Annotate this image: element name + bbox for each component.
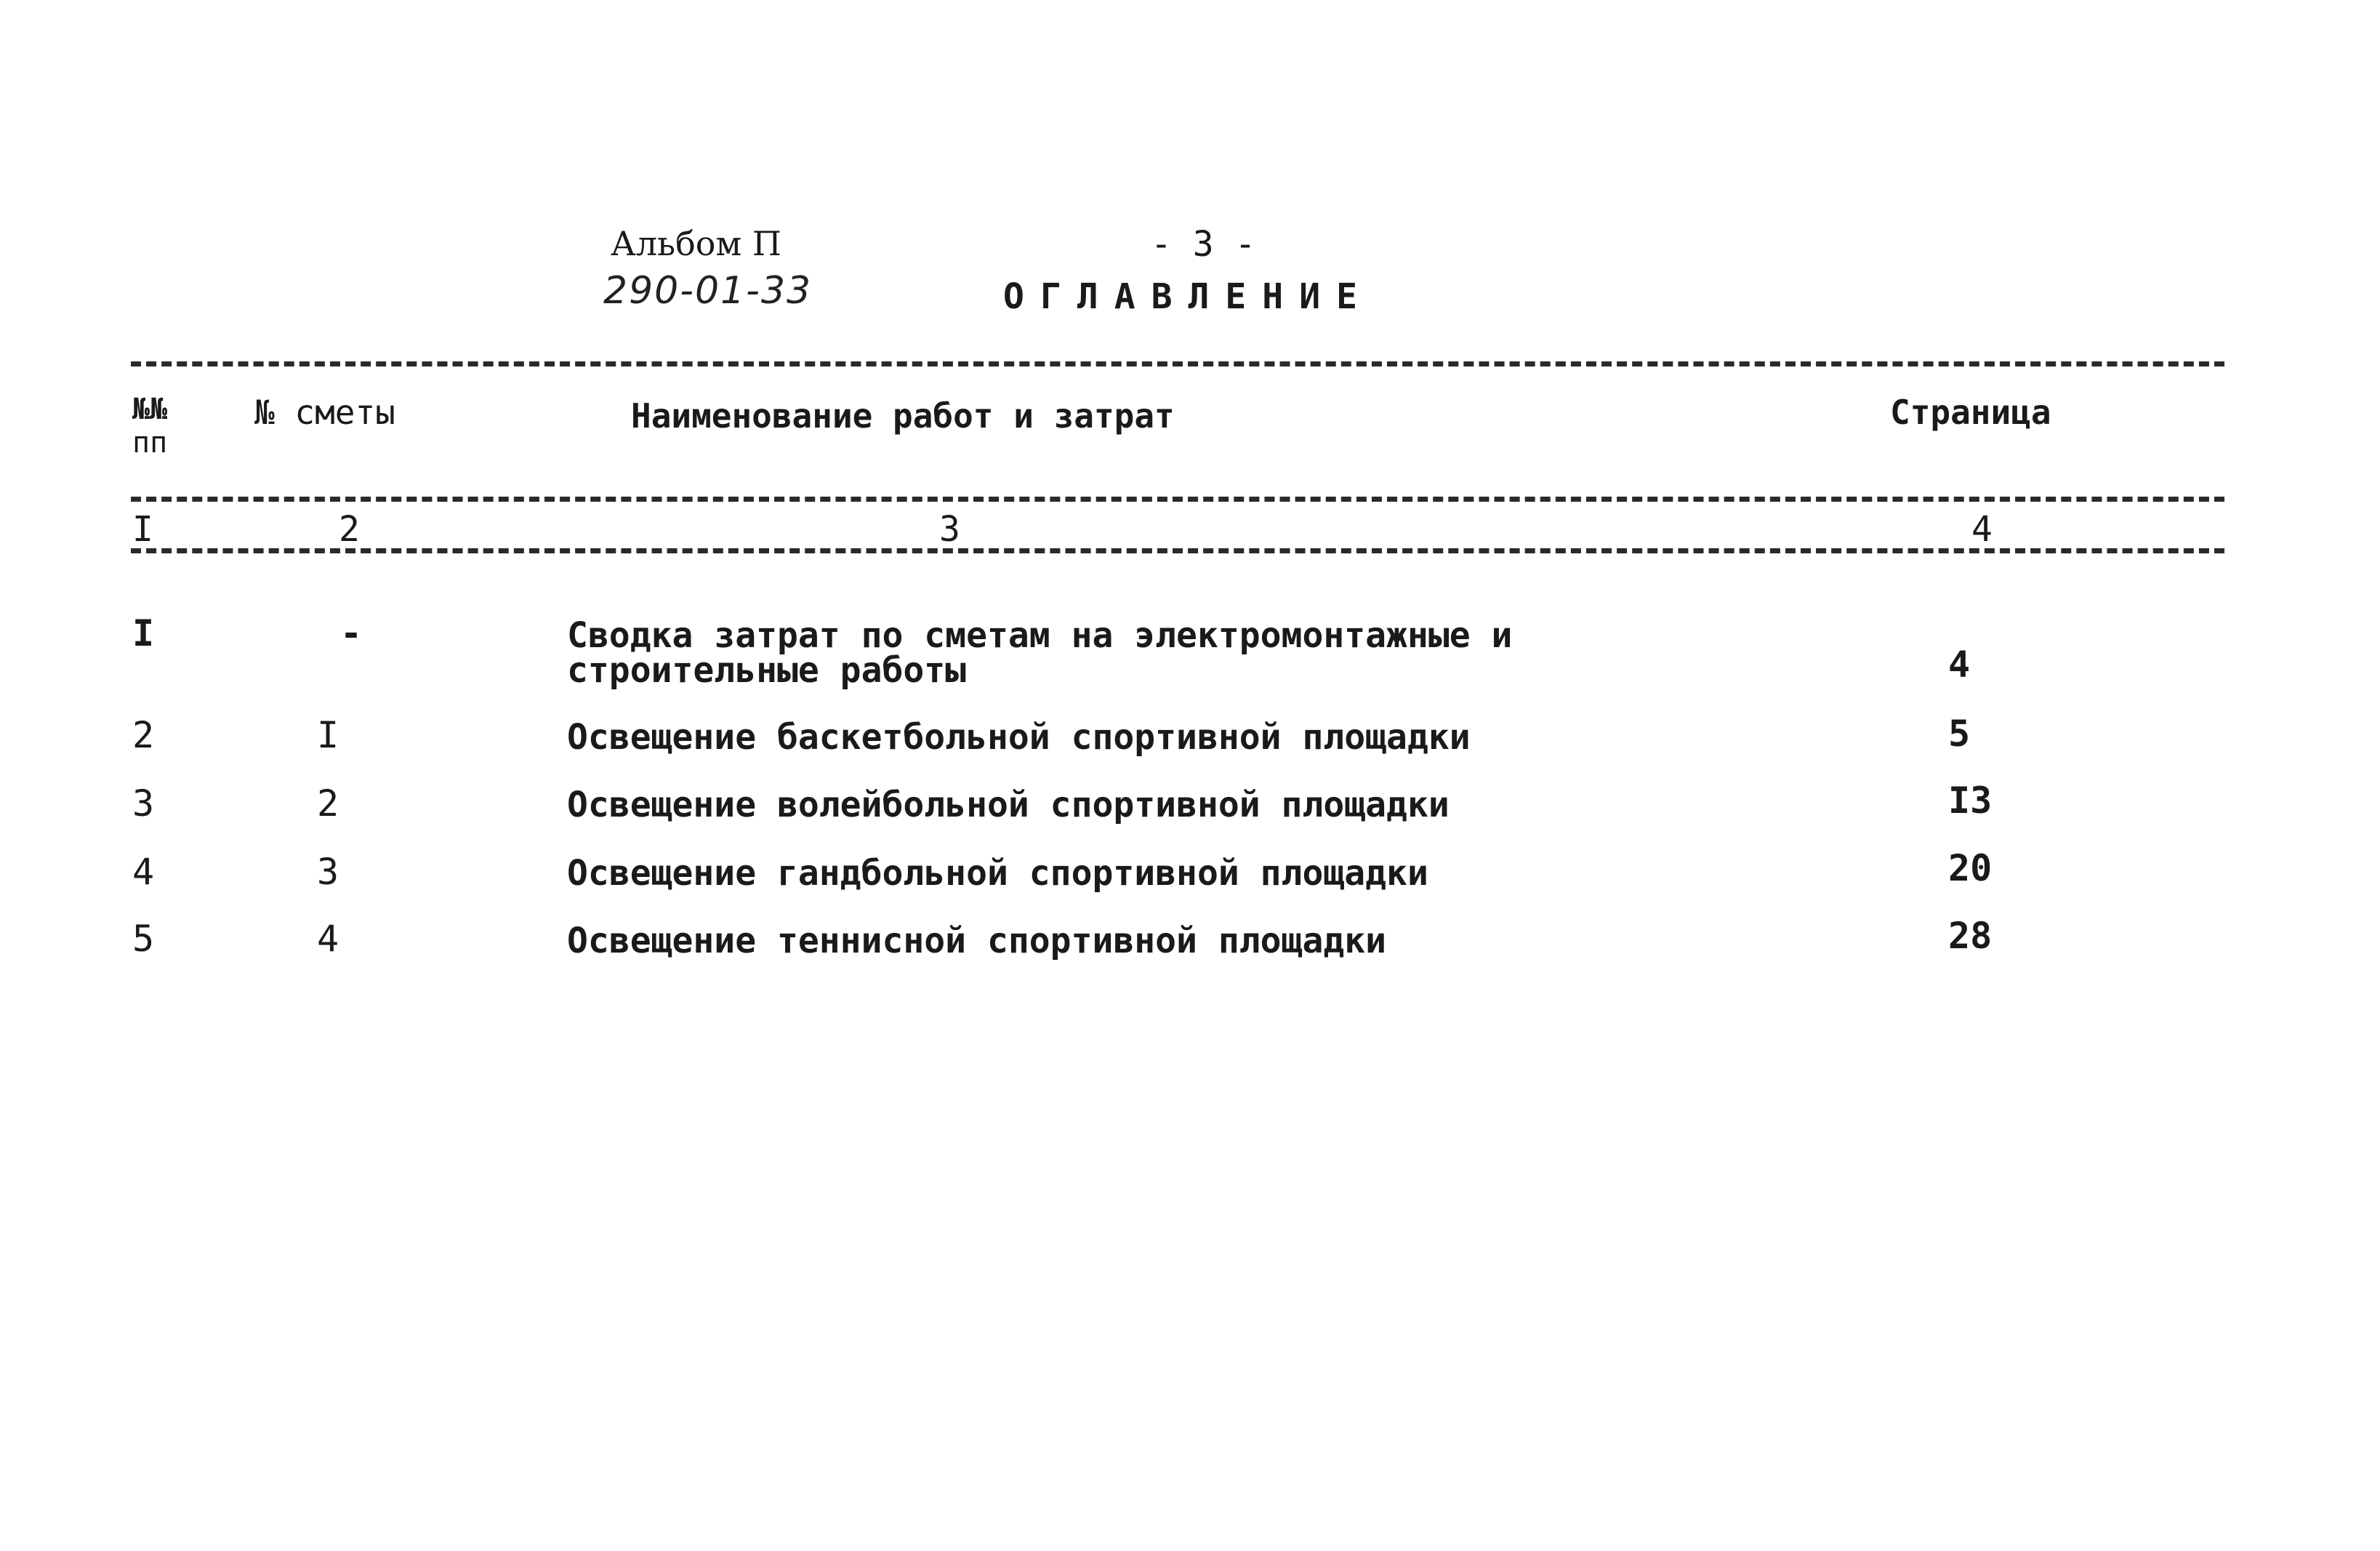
- row-page: I3: [1948, 779, 1993, 822]
- row-name: Освещение волейбольной спортивной площадки: [567, 785, 1450, 825]
- row-name: Освещение баскетбольной спортивной площадки: [567, 717, 1471, 758]
- column-number-3: 3: [939, 509, 960, 550]
- table-top-rule: [131, 361, 2224, 366]
- column-number-2: 2: [339, 509, 360, 550]
- row-num: I: [132, 612, 155, 654]
- row-num: 5: [132, 918, 155, 960]
- row-estimate: -: [340, 612, 363, 654]
- column-numbers-bottom-rule: [131, 548, 2224, 553]
- row-name: Освещение гандбольной спортивной площадки: [567, 853, 1428, 894]
- row-estimate: I: [317, 714, 339, 756]
- page-number: - 3 -: [1151, 224, 1256, 265]
- row-estimate: 2: [317, 782, 339, 825]
- column-header-page: Страница: [1890, 393, 2051, 432]
- row-estimate: 3: [317, 851, 339, 893]
- row-name: [567, 615, 1513, 691]
- document-code: 290-01-33: [603, 269, 813, 313]
- row-name-line2: строительные работы: [567, 650, 967, 691]
- column-header-num-line1: №№: [132, 393, 168, 426]
- column-number-1: I: [132, 509, 153, 550]
- column-header-name: Наименование работ и затрат: [631, 396, 1175, 436]
- column-header-num: [132, 393, 167, 460]
- row-estimate: 4: [317, 918, 339, 960]
- column-number-4: 4: [1971, 509, 1993, 550]
- row-num: 4: [132, 851, 155, 893]
- column-header-num-line2: пп: [132, 426, 168, 460]
- row-page: 5: [1948, 713, 1971, 755]
- row-num: 3: [132, 782, 155, 825]
- header-bottom-rule: [131, 497, 2224, 502]
- page-title: ОГЛАВЛЕНИЕ: [1003, 276, 1373, 317]
- row-name: Освещение теннисной спортивной площадки: [567, 921, 1387, 961]
- album-label: Альбом П: [611, 224, 782, 263]
- row-num: 2: [132, 714, 155, 756]
- row-page: 28: [1948, 915, 1993, 957]
- column-header-estimate: № сметы: [254, 393, 395, 432]
- row-name-line1: Сводка затрат по сметам на электромонтажные и: [567, 615, 1513, 656]
- row-page: 20: [1948, 847, 1993, 889]
- row-page: 4: [1948, 644, 1971, 686]
